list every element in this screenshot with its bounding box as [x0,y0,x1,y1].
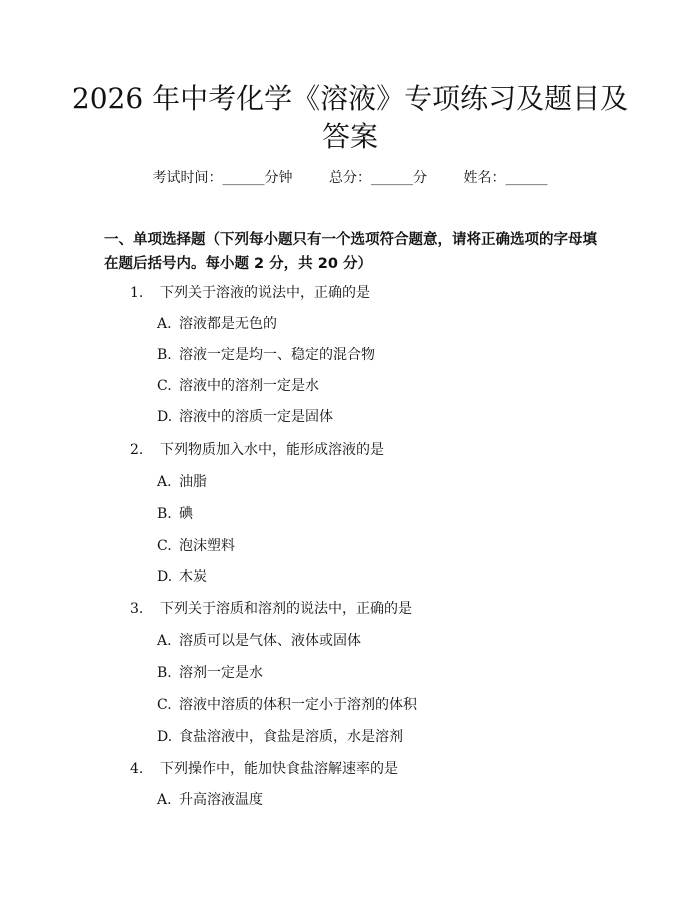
question-1-option-c [157,376,319,396]
question-3-option-d [157,727,403,747]
question-1-option-d [157,407,333,427]
question-2-option-c [157,536,235,556]
option-text: 木炭 [179,569,207,585]
section-header: 一、单项选择题（下列每小题只有一个选项符合题意，请将正确选项的字母填在题后括号内。每小题 2 分，共 20 分） [104,232,597,272]
question-number: 3. [130,601,144,617]
option-letter: A. [157,316,172,332]
document-title: 2026 年中考化学《溶液》专项练习及题目及答案 [71,82,629,153]
option-letter: B. [157,347,172,363]
option-text: 溶剂一定是水 [179,665,263,681]
option-letter: A. [157,633,172,649]
total-score: 总分：______分 [329,170,427,186]
option-text: 溶液都是无色的 [179,316,277,332]
option-text: 碘 [179,506,193,522]
option-text: 泡沫塑料 [179,538,235,554]
exam-time: 考试时间：______分钟 [152,170,293,186]
exam-meta [0,168,700,188]
option-text: 升高溶液温度 [179,792,263,808]
question-3-option-c [157,695,417,715]
question-2-option-d [157,567,207,587]
option-letter: C. [157,378,172,394]
option-letter: D. [157,569,173,585]
option-text: 食盐溶液中，食盐是溶质，水是溶剂 [179,729,403,745]
option-text: 油脂 [179,474,207,490]
question-text: 下列操作中，能加快食盐溶解速率的是 [160,761,398,777]
question-2-option-b [157,504,193,524]
question-1-option-b [157,345,375,365]
question-number: 2. [130,442,144,458]
option-text: 溶液中的溶剂一定是水 [179,378,319,394]
question-number: 1. [130,285,144,301]
option-letter: A. [157,792,172,808]
question-text: 下列关于溶液的说法中，正确的是 [160,285,370,301]
option-letter: D. [157,409,173,425]
question-text: 下列关于溶质和溶剂的说法中，正确的是 [160,601,412,617]
option-text: 溶液中溶质的体积一定小于溶剂的体积 [179,697,417,713]
question-number: 4. [130,761,144,777]
option-letter: C. [157,697,172,713]
option-text: 溶质可以是气体、液体或固体 [179,633,361,649]
question-1 [130,283,370,303]
option-letter: C. [157,538,172,554]
question-3-option-b [157,663,263,683]
option-text: 溶液一定是均一、稳定的混合物 [179,347,375,363]
question-4 [130,759,398,779]
question-3 [130,599,412,619]
option-letter: B. [157,665,172,681]
question-text: 下列物质加入水中，能形成溶液的是 [160,442,384,458]
option-letter: B. [157,506,172,522]
question-3-option-a [157,631,361,651]
option-letter: A. [157,474,172,490]
question-4-option-a [157,790,263,810]
option-letter: D. [157,729,173,745]
question-2-option-a [157,472,207,492]
question-2 [130,440,384,460]
student-name: 姓名：______ [463,170,548,186]
option-text: 溶液中的溶质一定是固体 [179,409,333,425]
question-1-option-a [157,314,277,334]
